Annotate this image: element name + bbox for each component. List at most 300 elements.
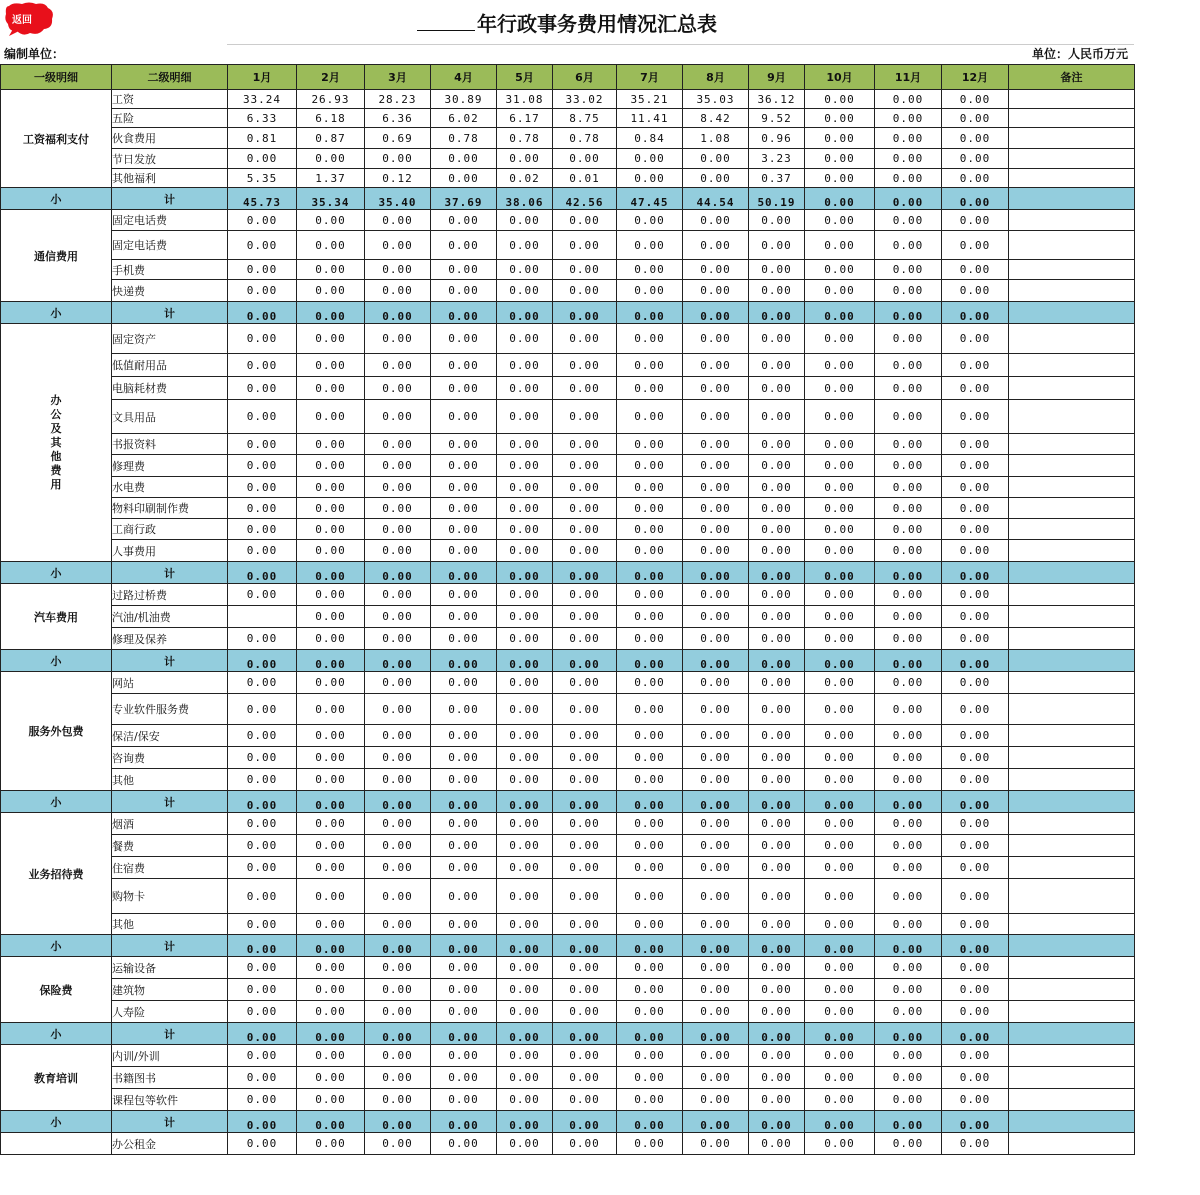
value-cell: 0.00	[749, 979, 805, 1001]
value-cell: 0.00	[942, 169, 1009, 188]
value-cell: 0.00	[875, 477, 942, 498]
value-cell: 33.24	[228, 90, 297, 109]
table-row	[1, 260, 1135, 280]
value-cell: 0.00	[553, 260, 617, 280]
note-cell	[1009, 1045, 1135, 1067]
value-cell: 0.00	[805, 957, 875, 979]
subtotal-note-cell	[1009, 650, 1135, 672]
subitem-cell: 过路过桥费	[112, 584, 228, 606]
value-cell: 0.00	[749, 672, 805, 694]
value-cell: 0.00	[553, 210, 617, 231]
table-row	[1, 769, 1135, 791]
value-cell: 0.00	[297, 540, 365, 562]
subitem-cell: 书籍图书	[112, 1067, 228, 1089]
value-cell: 0.00	[497, 879, 553, 914]
value-cell: 0.00	[431, 498, 497, 519]
subtotal-value-cell: 0.00	[875, 302, 942, 324]
subitem-cell: 水电费	[112, 477, 228, 498]
note-cell	[1009, 260, 1135, 280]
value-cell: 0.00	[617, 957, 683, 979]
value-cell: 0.00	[942, 672, 1009, 694]
note-cell	[1009, 519, 1135, 540]
header-month: 7月	[617, 65, 683, 90]
value-cell: 0.00	[683, 694, 749, 725]
value-cell: 26.93	[297, 90, 365, 109]
subtotal-value-cell: 45.73	[228, 188, 297, 210]
value-cell: 0.00	[365, 769, 431, 791]
note-cell	[1009, 354, 1135, 377]
subtotal-value-cell: 0.00	[228, 1111, 297, 1133]
value-cell: 0.00	[297, 149, 365, 169]
subitem-cell: 汽油/机油费	[112, 606, 228, 628]
value-cell: 0.00	[683, 1045, 749, 1067]
value-cell: 8.75	[553, 109, 617, 128]
value-cell: 0.00	[805, 1001, 875, 1023]
value-cell: 0.00	[749, 1067, 805, 1089]
subtotal-value-cell: 0.00	[365, 1023, 431, 1045]
subtotal-value-cell: 0.00	[875, 1111, 942, 1133]
value-cell: 9.52	[749, 109, 805, 128]
subtotal-value-cell: 0.00	[497, 302, 553, 324]
value-cell: 0.00	[431, 400, 497, 434]
value-cell: 0.00	[683, 455, 749, 477]
value-cell: 0.00	[942, 149, 1009, 169]
header-month: 10月	[805, 65, 875, 90]
note-cell	[1009, 498, 1135, 519]
value-cell: 0.00	[683, 979, 749, 1001]
value-cell: 0.00	[875, 519, 942, 540]
value-cell: 0.00	[617, 606, 683, 628]
note-cell	[1009, 477, 1135, 498]
subtotal-value-cell: 0.00	[942, 1111, 1009, 1133]
value-cell: 0.00	[297, 747, 365, 769]
header-month: 4月	[431, 65, 497, 90]
value-cell: 0.00	[228, 354, 297, 377]
value-cell: 0.00	[497, 324, 553, 354]
value-cell: 0.00	[805, 434, 875, 455]
value-cell: 0.00	[805, 354, 875, 377]
subitem-cell: 课程包等软件	[112, 1089, 228, 1111]
value-cell: 0.00	[617, 377, 683, 400]
subtotal-value-cell: 0.00	[875, 935, 942, 957]
value-cell: 0.00	[942, 260, 1009, 280]
value-cell: 0.00	[228, 455, 297, 477]
value-cell: 0.00	[497, 377, 553, 400]
value-cell: 0.00	[875, 747, 942, 769]
value-cell: 28.23	[365, 90, 431, 109]
value-cell: 0.00	[431, 672, 497, 694]
note-cell	[1009, 769, 1135, 791]
subtotal-value-cell: 0.00	[875, 562, 942, 584]
value-cell: 0.00	[749, 231, 805, 260]
value-cell: 0.00	[683, 628, 749, 650]
subtotal-label-left: 小	[1, 650, 112, 672]
table-row	[1, 1089, 1135, 1111]
subtotal-value-cell: 0.00	[805, 1111, 875, 1133]
subtotal-label-right: 计	[112, 562, 228, 584]
category-cell: 汽车费用	[1, 584, 112, 650]
value-cell: 0.00	[942, 377, 1009, 400]
value-cell: 0.00	[805, 109, 875, 128]
value-cell: 0.00	[297, 400, 365, 434]
note-cell	[1009, 400, 1135, 434]
value-cell: 0.00	[497, 455, 553, 477]
value-cell: 0.00	[297, 1001, 365, 1023]
value-cell: 0.00	[805, 584, 875, 606]
value-cell: 0.00	[228, 672, 297, 694]
table-row	[1, 519, 1135, 540]
value-cell: 0.00	[228, 1089, 297, 1111]
value-cell: 0.00	[683, 434, 749, 455]
value-cell: 0.00	[617, 672, 683, 694]
value-cell: 0.00	[805, 879, 875, 914]
subtotal-value-cell: 0.00	[297, 302, 365, 324]
subtotal-note-cell	[1009, 1023, 1135, 1045]
value-cell: 0.00	[297, 324, 365, 354]
note-cell	[1009, 149, 1135, 169]
value-cell: 0.00	[942, 354, 1009, 377]
note-cell	[1009, 324, 1135, 354]
subtotal-value-cell: 0.00	[942, 650, 1009, 672]
subtotal-value-cell: 0.00	[365, 302, 431, 324]
subtotal-row	[1, 1111, 1135, 1133]
subtotal-label-left: 小	[1, 1111, 112, 1133]
value-cell: 0.00	[875, 377, 942, 400]
value-cell: 0.00	[553, 324, 617, 354]
value-cell: 0.00	[431, 434, 497, 455]
value-cell: 0.00	[297, 280, 365, 302]
value-cell: 0.00	[497, 857, 553, 879]
category-cell: 业务招待费	[1, 813, 112, 935]
value-cell: 0.00	[875, 400, 942, 434]
subtotal-value-cell: 0.00	[431, 935, 497, 957]
subtotal-value-cell: 35.34	[297, 188, 365, 210]
value-cell: 0.00	[749, 957, 805, 979]
value-cell: 0.00	[553, 519, 617, 540]
category-cell	[1, 324, 112, 562]
value-cell: 0.00	[617, 857, 683, 879]
value-cell: 0.01	[553, 169, 617, 188]
value-cell: 0.00	[553, 747, 617, 769]
value-cell: 0.00	[497, 628, 553, 650]
value-cell: 0.00	[683, 606, 749, 628]
value-cell: 0.00	[942, 857, 1009, 879]
category-cell: 工资福利支付	[1, 90, 112, 188]
value-cell: 0.00	[431, 354, 497, 377]
value-cell: 0.00	[875, 1045, 942, 1067]
value-cell: 0.00	[365, 747, 431, 769]
value-cell: 0.00	[497, 835, 553, 857]
header-month: 6月	[553, 65, 617, 90]
note-cell	[1009, 231, 1135, 260]
value-cell: 0.00	[497, 694, 553, 725]
value-cell: 0.00	[805, 280, 875, 302]
value-cell: 0.00	[297, 477, 365, 498]
value-cell: 0.00	[749, 606, 805, 628]
value-cell: 0.00	[875, 1089, 942, 1111]
value-cell: 0.00	[228, 1067, 297, 1089]
value-cell: 0.00	[431, 149, 497, 169]
subtotal-value-cell: 0.00	[497, 935, 553, 957]
value-cell: 0.00	[875, 1001, 942, 1023]
value-cell: 0.00	[683, 149, 749, 169]
value-cell: 0.00	[942, 769, 1009, 791]
value-cell: 0.00	[805, 210, 875, 231]
value-cell: 33.02	[553, 90, 617, 109]
value-cell: 0.00	[875, 1067, 942, 1089]
note-cell	[1009, 979, 1135, 1001]
value-cell: 0.00	[875, 813, 942, 835]
subtotal-value-cell: 0.00	[683, 1111, 749, 1133]
subtotal-value-cell: 0.00	[431, 1111, 497, 1133]
note-cell	[1009, 957, 1135, 979]
value-cell: 6.33	[228, 109, 297, 128]
note-cell	[1009, 628, 1135, 650]
value-cell: 0.00	[617, 1001, 683, 1023]
value-cell: 0.00	[617, 455, 683, 477]
subitem-cell: 住宿费	[112, 857, 228, 879]
value-cell: 0.00	[297, 1089, 365, 1111]
subtotal-value-cell: 0.00	[617, 302, 683, 324]
subtotal-value-cell: 0.00	[683, 650, 749, 672]
value-cell: 0.00	[297, 957, 365, 979]
value-cell: 0.00	[805, 519, 875, 540]
value-cell: 0.00	[805, 260, 875, 280]
table-row	[1, 584, 1135, 606]
subitem-cell: 其他	[112, 914, 228, 935]
subtotal-value-cell: 0.00	[553, 562, 617, 584]
note-cell	[1009, 857, 1135, 879]
header-row	[1, 65, 1135, 90]
value-cell: 0.00	[875, 1133, 942, 1155]
subtotal-value-cell: 0.00	[749, 650, 805, 672]
value-cell: 0.00	[749, 1133, 805, 1155]
value-cell: 0.00	[297, 725, 365, 747]
value-cell: 0.00	[228, 857, 297, 879]
value-cell: 0.00	[683, 354, 749, 377]
value-cell: 0.00	[683, 1067, 749, 1089]
subtotal-value-cell: 0.00	[805, 650, 875, 672]
table-row	[1, 540, 1135, 562]
value-cell: 0.81	[228, 128, 297, 149]
subtotal-value-cell: 0.00	[497, 1111, 553, 1133]
subtotal-value-cell: 0.00	[875, 1023, 942, 1045]
note-cell	[1009, 606, 1135, 628]
table-row	[1, 377, 1135, 400]
value-cell: 0.00	[683, 231, 749, 260]
subtotal-value-cell: 0.00	[497, 791, 553, 813]
subtotal-label-right: 计	[112, 650, 228, 672]
header-month: 11月	[875, 65, 942, 90]
subtotal-value-cell: 0.00	[805, 302, 875, 324]
value-cell: 0.00	[553, 1089, 617, 1111]
value-cell: 0.00	[683, 747, 749, 769]
subtotal-value-cell: 35.40	[365, 188, 431, 210]
subtotal-value-cell: 0.00	[365, 935, 431, 957]
subtotal-value-cell: 0.00	[749, 302, 805, 324]
note-cell	[1009, 455, 1135, 477]
value-cell: 0.00	[805, 672, 875, 694]
value-cell: 0.00	[875, 957, 942, 979]
value-cell: 0.00	[942, 400, 1009, 434]
value-cell: 0.00	[617, 149, 683, 169]
subtotal-row	[1, 302, 1135, 324]
note-cell	[1009, 128, 1135, 149]
value-cell: 0.00	[431, 1133, 497, 1155]
subitem-cell: 修理及保养	[112, 628, 228, 650]
subtotal-row	[1, 650, 1135, 672]
value-cell: 0.00	[228, 434, 297, 455]
subtotal-label-left: 小	[1, 562, 112, 584]
value-cell: 0.00	[553, 149, 617, 169]
value-cell: 0.00	[431, 857, 497, 879]
subtotal-value-cell: 0.00	[683, 1023, 749, 1045]
subtotal-label-right: 计	[112, 1111, 228, 1133]
value-cell: 0.00	[942, 1133, 1009, 1155]
value-cell: 0.00	[617, 725, 683, 747]
subitem-cell: 书报资料	[112, 434, 228, 455]
value-cell: 0.00	[805, 1045, 875, 1067]
value-cell: 0.00	[365, 354, 431, 377]
value-cell: 0.00	[228, 540, 297, 562]
value-cell: 0.00	[228, 1045, 297, 1067]
value-cell: 0.00	[805, 400, 875, 434]
value-cell: 0.00	[942, 835, 1009, 857]
value-cell: 0.00	[617, 769, 683, 791]
value-cell: 0.00	[365, 857, 431, 879]
value-cell: 0.00	[497, 725, 553, 747]
subtotal-value-cell: 0.00	[683, 791, 749, 813]
subtotal-value-cell: 0.00	[942, 562, 1009, 584]
value-cell: 0.00	[497, 584, 553, 606]
value-cell: 0.00	[497, 519, 553, 540]
value-cell: 0.00	[553, 606, 617, 628]
value-cell: 0.00	[749, 377, 805, 400]
note-cell	[1009, 694, 1135, 725]
value-cell: 0.00	[297, 584, 365, 606]
value-cell: 0.00	[553, 694, 617, 725]
value-cell: 0.00	[553, 455, 617, 477]
subtotal-value-cell: 0.00	[228, 791, 297, 813]
value-cell: 0.00	[553, 1001, 617, 1023]
value-cell: 0.00	[749, 455, 805, 477]
value-cell: 0.96	[749, 128, 805, 149]
value-cell: 0.00	[297, 857, 365, 879]
value-cell: 0.00	[942, 519, 1009, 540]
value-cell: 0.00	[553, 857, 617, 879]
value-cell: 0.00	[297, 498, 365, 519]
value-cell: 0.00	[875, 434, 942, 455]
subitem-cell: 网站	[112, 672, 228, 694]
subitem-cell: 运输设备	[112, 957, 228, 979]
note-cell	[1009, 584, 1135, 606]
back-label: 返回	[12, 15, 32, 26]
value-cell: 0.00	[805, 835, 875, 857]
value-cell: 0.00	[431, 260, 497, 280]
subtotal-value-cell: 0.00	[228, 650, 297, 672]
table-row	[1, 109, 1135, 128]
value-cell: 0.00	[297, 606, 365, 628]
value-cell: 0.00	[431, 914, 497, 935]
subitem-cell: 文具用品	[112, 400, 228, 434]
value-cell: 0.00	[942, 584, 1009, 606]
header-note: 备注	[1009, 65, 1135, 90]
subtotal-row	[1, 562, 1135, 584]
value-cell: 0.00	[497, 979, 553, 1001]
value-cell: 0.00	[553, 354, 617, 377]
subitem-cell: 低值耐用品	[112, 354, 228, 377]
value-cell: 0.00	[875, 540, 942, 562]
value-cell: 0.00	[553, 628, 617, 650]
value-cell: 0.00	[497, 1067, 553, 1089]
value-cell: 0.00	[228, 324, 297, 354]
subitem-cell: 保洁/保安	[112, 725, 228, 747]
value-cell: 0.00	[431, 957, 497, 979]
value-cell: 11.41	[617, 109, 683, 128]
value-cell: 0.00	[617, 231, 683, 260]
value-cell: 0.00	[431, 769, 497, 791]
table-row	[1, 434, 1135, 455]
value-cell: 0.00	[431, 455, 497, 477]
value-cell: 0.00	[365, 835, 431, 857]
value-cell: 0.00	[875, 725, 942, 747]
subtotal-value-cell: 0.00	[431, 650, 497, 672]
subtotal-value-cell: 0.00	[749, 935, 805, 957]
value-cell: 0.00	[497, 1089, 553, 1111]
meta-row	[0, 44, 1134, 63]
value-cell: 0.00	[497, 210, 553, 231]
table-row	[1, 90, 1135, 109]
value-cell: 0.00	[683, 324, 749, 354]
subtotal-value-cell: 0.00	[497, 562, 553, 584]
note-cell	[1009, 1001, 1135, 1023]
value-cell: 6.18	[297, 109, 365, 128]
value-cell: 0.00	[497, 672, 553, 694]
header-month: 5月	[497, 65, 553, 90]
value-cell: 0.00	[431, 169, 497, 188]
value-cell: 6.36	[365, 109, 431, 128]
subitem-cell: 快递费	[112, 280, 228, 302]
table-row	[1, 672, 1135, 694]
value-cell: 0.00	[553, 477, 617, 498]
value-cell: 0.00	[297, 434, 365, 455]
subtotal-value-cell: 0.00	[297, 791, 365, 813]
value-cell: 0.00	[617, 210, 683, 231]
subitem-cell: 内训/外训	[112, 1045, 228, 1067]
subtotal-value-cell: 0.00	[553, 1111, 617, 1133]
value-cell: 0.00	[749, 434, 805, 455]
value-cell: 0.00	[875, 280, 942, 302]
table-row	[1, 606, 1135, 628]
subtotal-value-cell: 0.00	[942, 188, 1009, 210]
value-cell: 0.00	[497, 1001, 553, 1023]
subtotal-value-cell: 0.00	[228, 562, 297, 584]
subtotal-value-cell: 0.00	[805, 935, 875, 957]
subtotal-note-cell	[1009, 302, 1135, 324]
value-cell: 0.00	[617, 1045, 683, 1067]
value-cell: 36.12	[749, 90, 805, 109]
subtotal-note-cell	[1009, 791, 1135, 813]
value-cell: 0.00	[617, 813, 683, 835]
subtotal-value-cell: 0.00	[553, 1023, 617, 1045]
header-month: 8月	[683, 65, 749, 90]
subtotal-value-cell: 37.69	[431, 188, 497, 210]
value-cell: 0.00	[431, 280, 497, 302]
subtotal-value-cell: 0.00	[805, 791, 875, 813]
value-cell: 0.00	[297, 813, 365, 835]
category-cell: 教育培训	[1, 1045, 112, 1111]
value-cell: 0.00	[805, 694, 875, 725]
